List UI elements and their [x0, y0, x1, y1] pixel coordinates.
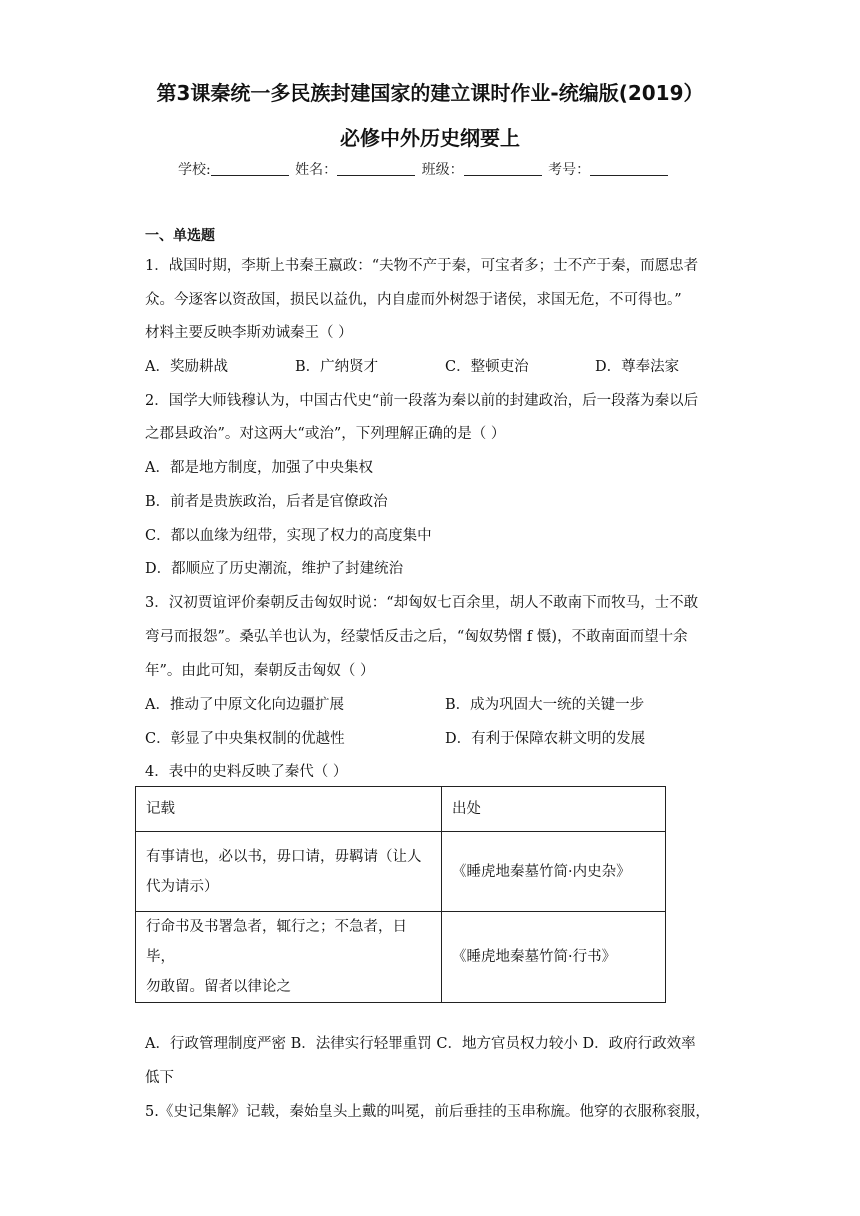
question-1-line1: 1．战国时期，李斯上书秦王嬴政：“夫物不产于秦，可宝者多；士不产于秦，而愿忠者 — [145, 258, 699, 274]
question-1-option-d[interactable]: D．尊奉法家 — [595, 359, 680, 375]
class-label: 班级： — [421, 162, 464, 178]
question-1-line2: 众。今逐客以资敌国，损民以益仇，内自虚而外树怨于诸侯，求国无危，不可得也。” — [145, 292, 682, 308]
question-2-option-d[interactable]: D．都顺应了历史潮流，维护了封建统治 — [145, 561, 404, 577]
name-label: 姓名： — [295, 162, 338, 178]
question-4-options-line2[interactable]: 低下 — [145, 1070, 174, 1086]
school-label: 学校: — [178, 162, 211, 178]
table-cell-record — [136, 832, 442, 912]
question-2-line2: 之郡县政治”。对这两大“或治”，下列理解正确的是（ ） — [145, 426, 506, 442]
source-table — [135, 786, 666, 1003]
question-5-line1: 5.《史记集解》记载，秦始皇头上戴的叫冕，前后垂挂的玉串称旒。他穿的衣服称衮服， — [145, 1104, 710, 1120]
question-3-option-c[interactable]: C．彰显了中央集权制的优越性 — [145, 731, 345, 747]
table-header-row — [136, 787, 666, 832]
question-1-option-a[interactable]: A．奖励耕战 — [145, 359, 228, 375]
section-title: 一、单选题 — [145, 228, 215, 244]
question-2-option-b[interactable]: B．前者是贵族政治，后者是官僚政治 — [145, 494, 388, 510]
question-4-options-line1[interactable]: A．行政管理制度严密 B．法律实行轻罪重罚 C．地方官员权力较小 D．政府行政效率 — [145, 1036, 696, 1052]
question-3-option-b[interactable]: B．成为巩固大一统的关键一步 — [445, 697, 645, 713]
question-1-line3: 材料主要反映李斯劝诫秦王（ ） — [145, 325, 353, 341]
question-4-line1: 4．表中的史料反映了秦代（ ） — [145, 764, 348, 780]
question-2-line1: 2．国学大师钱穆认为，中国古代史“前一段落为秦以前的封建政治，后一段落为秦以后 — [145, 393, 699, 409]
table-cell-source: 《睡虎地秦墓竹简·行书》 — [442, 912, 666, 1003]
table-row — [136, 912, 666, 1003]
question-1-option-b[interactable]: B．广纳贤才 — [295, 359, 379, 375]
record-text-line2: 勿敢留。留者以律论之 — [146, 979, 291, 995]
name-blank[interactable] — [337, 161, 415, 176]
table-row — [136, 832, 666, 912]
question-1-option-c[interactable]: C．整顿吏治 — [445, 359, 529, 375]
question-3-option-d[interactable]: D．有利于保障农耕文明的发展 — [445, 731, 646, 747]
class-blank[interactable] — [464, 161, 542, 176]
question-3-line1: 3．汉初贾谊评价秦朝反击匈奴时说：“却匈奴七百余里，胡人不敢南下而牧马，士不敢 — [145, 595, 699, 611]
question-3-line2: 弯弓而报怨”。桑弘羊也认为，经蒙恬反击之后，“匈奴势慴 f 慑)，不敢南面而望十余 — [145, 629, 688, 645]
document-title-line2: 必修中外历史纲要上 — [340, 126, 520, 150]
table-header-record: 记载 — [136, 787, 442, 832]
school-blank[interactable] — [211, 161, 289, 176]
question-2-option-c[interactable]: C．都以血缘为纽带，实现了权力的高度集中 — [145, 528, 432, 544]
question-3-line3: 年”。由此可知，秦朝反击匈奴（ ） — [145, 663, 375, 679]
table-header-source: 出处 — [442, 787, 666, 832]
table-cell-source: 《睡虎地秦墓竹简·内史杂》 — [442, 832, 666, 912]
exam-number-blank[interactable] — [590, 161, 668, 176]
exam-number-label: 考号： — [548, 162, 591, 178]
record-text-line1: 有事请也，必以书，毋口请，毋羁请（让人 — [146, 848, 422, 865]
record-text-line2: 代为请示） — [146, 878, 219, 895]
student-info-line — [178, 159, 670, 179]
table-cell-record — [136, 912, 442, 1003]
question-2-option-a[interactable]: A．都是地方制度，加强了中央集权 — [145, 460, 373, 476]
question-3-option-a[interactable]: A．推动了中原文化向边疆扩展 — [145, 697, 344, 713]
record-text-line1: 行命书及书署急者，辄行之；不急者，日毕， — [146, 919, 407, 965]
document-title-line1: 第3课秦统一多民族封建国家的建立课时作业-统编版(2019） — [156, 81, 704, 105]
